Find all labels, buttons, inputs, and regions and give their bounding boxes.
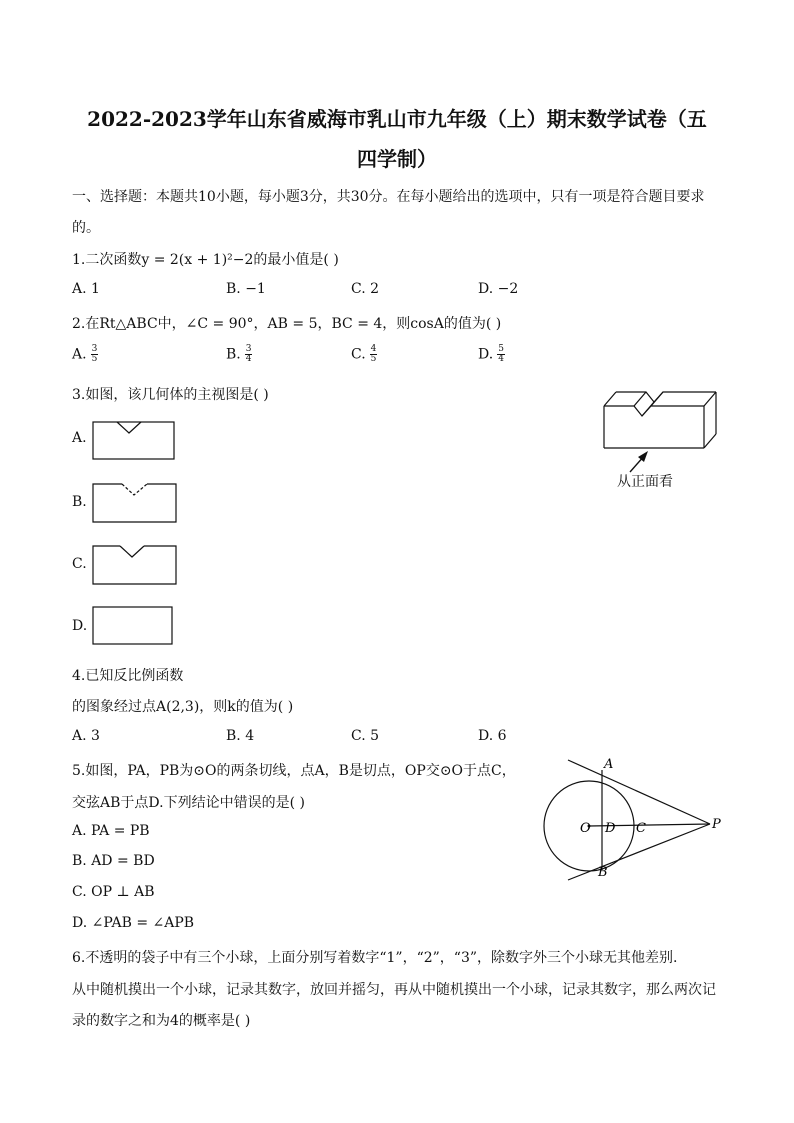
question-4-option-d: D. 6: [478, 728, 507, 744]
tangent-circle-figure: [530, 752, 730, 882]
question-4-option-c: C. 5: [351, 728, 380, 744]
question-6-line2: 从中随机摸出一个小球，记录其数字，放回并摇匀，再从中随机摸出一个小球，记录其数字，那么两次记: [72, 982, 716, 998]
question-1-option-c: C. 2: [351, 281, 380, 297]
denominator: 5: [370, 354, 377, 364]
figure-caption-front-view: 从正面看: [617, 474, 673, 490]
question-2-option-d: [478, 345, 505, 364]
question-5-option-d: D. ∠PAB = ∠APB: [72, 915, 195, 931]
exam-title-line2: 四学制）: [357, 147, 437, 171]
fraction: [370, 345, 378, 364]
denominator: 4: [498, 354, 504, 364]
label-point-o: O: [580, 821, 591, 836]
question-3-option-a-label: A.: [72, 430, 87, 446]
question-3-option-a-figure: [92, 421, 176, 461]
label-point-d: D: [605, 821, 616, 836]
option-label: B.: [226, 346, 241, 363]
question-1-option-a: A. 1: [72, 281, 100, 297]
question-3-option-b-label: B.: [72, 494, 87, 510]
denominator: 4: [245, 354, 252, 364]
numerator: 3: [245, 344, 252, 354]
question-1-stem: 1.二次函数y = 2(x + 1)²−2的最小值是( ): [72, 252, 339, 268]
question-3-stem: 3.如图，该几何体的主视图是( ): [72, 387, 269, 403]
option-label: D.: [478, 346, 494, 363]
question-3-option-d-figure: [92, 606, 174, 646]
numerator: 4: [370, 344, 377, 354]
question-2-stem: 2.在Rt△ABC中，∠C = 90°，AB = 5，BC = 4，则cosA的值为( ): [72, 316, 502, 332]
question-3-option-b-figure: [92, 482, 178, 524]
question-2-option-c: [351, 345, 377, 364]
question-5-stem-line2: 交弦AB于点D.下列结论中错误的是( ): [72, 795, 305, 811]
question-6-line3: 录的数字之和为4的概率是( ): [72, 1013, 251, 1029]
numerator: 3: [91, 344, 98, 354]
question-5-stem-line1: 5.如图，PA，PB为⊙O的两条切线，点A，B是切点，OP交⊙O于点C，: [72, 763, 516, 779]
section-instructions-line2: 的。: [72, 220, 100, 236]
question-4-option-b: B. 4: [226, 728, 255, 744]
question-4-option-a: A. 3: [72, 728, 100, 744]
question-4-stem-line1: 4.已知反比例函数: [72, 668, 184, 684]
question-2-option-a: [72, 345, 98, 364]
label-point-p: P: [712, 817, 721, 832]
solid-figure: [600, 388, 725, 458]
denominator: 5: [91, 354, 98, 364]
option-label: C.: [351, 346, 366, 363]
question-4-stem-line2: 的图象经过点A(2,3)，则k的值为( ): [72, 699, 294, 715]
question-3-option-c-figure: [92, 544, 178, 586]
question-3-option-c-label: C.: [72, 556, 87, 572]
question-1-option-d: D. −2: [478, 281, 519, 297]
section-instructions-line1: 一、选择题：本题共10小题，每小题3分，共30分。在每小题给出的选项中，只有一项是符合题目要求: [72, 189, 705, 205]
question-5-option-a: A. PA = PB: [72, 823, 150, 839]
exam-title-line1: 2022-2023学年山东省威海市乳山市九年级（上）期末数学试卷（五: [87, 107, 707, 131]
question-6-line1: 6.不透明的袋子中有三个小球，上面分别写着数字“1”，“2”，“3”，除数字外三个小球无其他差别.: [72, 950, 678, 966]
fraction: [91, 345, 99, 364]
label-point-c: C: [636, 821, 646, 836]
question-5-option-c: C. OP ⊥ AB: [72, 884, 155, 900]
fraction: [245, 345, 253, 364]
option-label: A.: [72, 346, 87, 363]
question-3-option-d-label: D.: [72, 618, 88, 634]
question-1-option-b: B. −1: [226, 281, 266, 297]
label-point-a: A: [604, 757, 614, 772]
label-point-b: B: [598, 865, 608, 880]
question-5-option-b: B. AD = BD: [72, 853, 155, 869]
question-2-option-b: [226, 345, 252, 364]
numerator: 5: [498, 344, 504, 354]
fraction: [497, 345, 505, 364]
